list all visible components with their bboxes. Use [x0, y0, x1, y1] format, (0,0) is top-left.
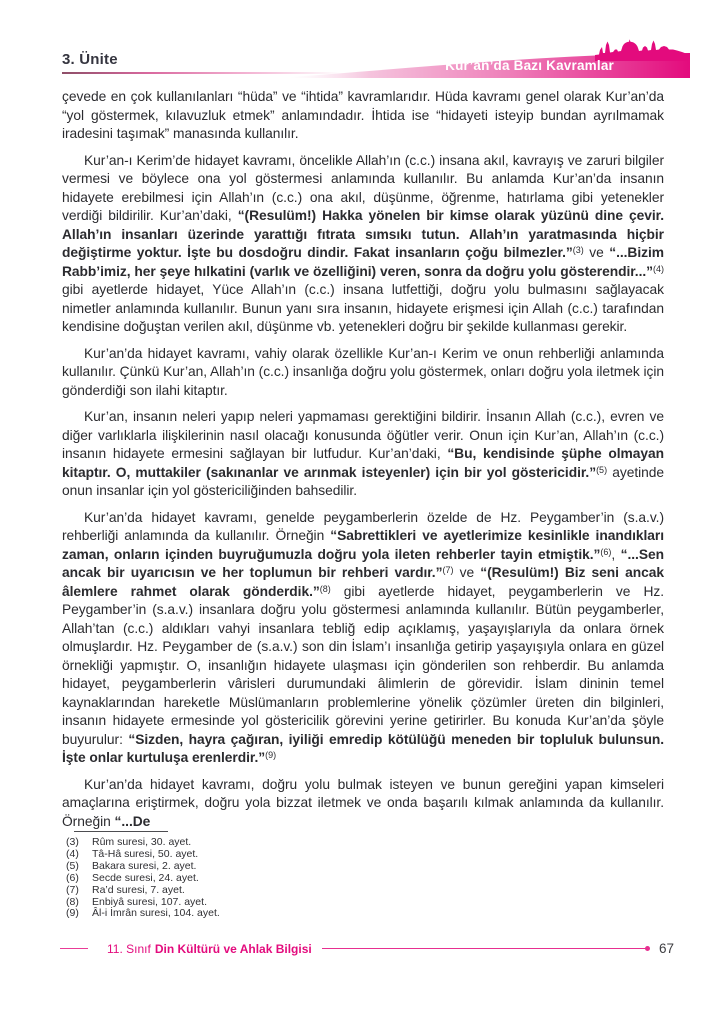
footnote-item — [66, 908, 466, 920]
footnote-text: Tâ-Hâ suresi, 50. ayet. — [92, 847, 199, 860]
footnote-text: Bakara suresi, 2. ayet. — [92, 859, 197, 872]
text-segment: ve — [453, 565, 481, 580]
text-segment: ve — [583, 245, 610, 260]
footer-right-rule — [322, 948, 649, 950]
text-segment: Kur’an’da hidayet kavramı, vahiy olarak özellikle Kur’an-ı Kerim ve onun rehberliği anlamında kullanılır. Çünkü Kur’an, Allah’ın (c.c.) insanlığa doğru yolu göstermek, onları doğru yola iletmek için gönderdiği son ilahi kitaptır. — [62, 345, 664, 398]
footnote-ref: (4) — [653, 263, 664, 274]
footnote-number: (8) — [66, 895, 79, 908]
page-number: 67 — [658, 941, 674, 956]
banner-title: Kur’an’da Bazı Kavramlar — [445, 58, 614, 73]
text-segment: Kur’an, insanın neleri yapıp neleri yapmaması gerektiğini bildirir. İnsanın Allah (c.c.), evren ve diğer varlıklarla ilişkilerinin nasıl olacağı konusunda öğütler verir. Onun için Kur’an, Allah’ın (c.c.) insanın hidayete ermesini sağlayan bir lutfudur. Kur’an’daki, — [62, 409, 664, 461]
footer-book-label — [107, 942, 312, 956]
footnote-text: Rûm suresi, 30. ayet. — [92, 836, 192, 848]
footer-book-title: Din Kültürü ve Ahlak Bilgisi — [154, 941, 312, 956]
text-segment: Kur’an’da hidayet kavramı, genelde peygamberlerin özelde de Hz. Peygamber’in (s.a.v.) rehberliği anlamında da kullanılır. Örneğin — [62, 509, 664, 543]
footnote-item — [66, 861, 466, 873]
footnote-number: (7) — [66, 883, 79, 896]
text-segment: “Sabrettikleri ve ayetlerimize kesinlikle inandıkları zaman, onların içinden buyruğumuzla doğru yola ileten rehberler tayin etmiştik.” — [62, 528, 664, 562]
text-segment: , — [611, 546, 621, 562]
footnote-ref: (9) — [265, 750, 277, 760]
text-segment: “Sizden, hayra çağıran, iyiliği emredip kötülüğü meneden bir topluluk bulunsun. İşte onlar kurtuluşa erenlerdir.” — [62, 731, 665, 765]
text-segment: “Bu, kendisinde şüphe olmayan kitaptır. O, muttakiler (sakınanlar ve arınmak isteyenler) için bir yol göstericidir.” — [62, 446, 664, 480]
footnote-separator-rule — [74, 831, 168, 832]
footer-grade: 11. Sınıf — [107, 941, 151, 956]
footnotes-list — [66, 837, 466, 920]
text-segment: Kur’an’da hidayet kavramı, doğru yolu bulmak isteyen ve bunun gereğini yapan kimseleri amaçlarına eriştirmek, doğru yola bizzat iletmek ve onda başarılı kılmak anlamında da kullanılır. Örneğin — [62, 776, 664, 829]
footnote-number: (4) — [66, 847, 79, 860]
footnote-text: Ra’d suresi, 7. ayet. — [92, 883, 185, 896]
text-segment: “(Resulüm!) Biz seni ancak âlemlere rahmet olarak gönderdik.” — [62, 565, 664, 599]
footnotes-section — [66, 831, 466, 920]
page-footer — [60, 941, 674, 956]
text-segment: “(Resulüm!) Hakka yönelen bir kimse olarak yüzünü dine çevir. Allah’ın insanları üzerinde yarattığı fıtrata sımsıkı tutun. Allah’ın yaratmasında hiçbir değiştirme yoktur. İşte bu dosdoğru dindir. Fakat insanların çoğu bilmezler.” — [62, 208, 665, 260]
footnote-item — [66, 873, 466, 885]
footnote-number: (3) — [66, 836, 79, 848]
text-segment: çevede en çok kullanılanları “hüda” ve “ihtida” kavramlarıdır. Hüda kavramı genel olarak Kur’an’da “yol göstermek, kılavuzluk etmek” anlamındadır. İhtida ise “hidayeti isteyip bundan ayrılmamak iradesini taşımak” manasında kullanılır. — [62, 89, 664, 141]
text-segment: Kur’an-ı Kerim’de hidayet kavramı, öncelikle Allah’ın (c.c.) insana akıl, kavrayış ve zaruri bilgiler vermesi ve böylece ona yol göstermesi anlamında kullanılır. Bu anlamda Kur’an’da insanın hidayete erebilmesi için Allah’ın (c.c.) ona akıl, düşünme, öğrenme, hatırlama gibi yetenekler verdiği bildirilir. Kur’an’daki, — [62, 152, 664, 223]
footnote-ref: (3) — [572, 245, 584, 255]
footnote-number: (6) — [66, 871, 79, 884]
paragraph — [62, 152, 664, 337]
paragraph — [62, 345, 664, 401]
body-paragraphs — [62, 88, 664, 839]
paragraph — [62, 776, 664, 832]
footnote-text: Enbiyâ suresi, 107. ayet. — [92, 895, 207, 908]
text-segment: gibi ayetlerde hidayet, peygamberlerin ve Hz. Peygamber’in (s.a.v.) insanlara doğru yolu göstermesi anlamında kullanılır. Bütün peygamberler, Allah’tan (c.c.) aldıkları vahyi insanlara tebliğ edip açıklamış, yaşayışlarıyla da onlara örnek olmuşlardır. Hz. Peygamber de (s.a.v.) son din İslam’ı insanlığa getirip yaşayışıyla onlara en güzel örnekliği yapmıştır. O, insanlığın hidayete ulaşması için gönderilen son rehberdir. Bu anlamda hidayet, peygamberlerin vârisleri durumundaki âlimlerin de görevidir. İslam dininin temel kaynaklarından hareketle Müslümanların problemlerine yönelik çözümler üreten din bilginleri, insanın hidayete ermesinde yol göstericilik görevini yerine getirirler. Bu konuda Kur’an’da şöyle buyurulur: — [62, 583, 665, 747]
text-segment: “...Bizim Rabb’imiz, her şeye hılkatini (varlık ve özelliğini) veren, sonra da doğru yolu gösterendir...” — [62, 245, 664, 279]
footnote-number: (5) — [66, 859, 79, 872]
unit-label: 3. Ünite — [62, 51, 118, 68]
footnote-ref: (8) — [319, 583, 331, 594]
footnote-number: (9) — [66, 907, 79, 920]
footnote-ref: (6) — [600, 546, 612, 557]
text-segment: “...Sen ancak bir uyarıcısın ve her toplumun bir rehberi vardır.” — [62, 546, 664, 580]
text-segment: gibi ayetlerde hidayet, Yüce Allah’ın (c.c.) insana lutfettiği, doğru yolu bulmasını sağlayacak nimetler anlamında kullanılır. Bunun yanı sıra insanın, hidayete erişmesi için Allah (c.c.) tarafından kendisine doğuştan verilen akıl, düşünme vb. yetenekleri doğru bir şekilde kullanması gerekir. — [62, 282, 664, 334]
footer-left-rule — [60, 948, 88, 950]
footnote-item — [66, 885, 466, 897]
paragraph — [62, 408, 664, 501]
text-segment: ayetinde onun insanlar için yol göstericiliğinden bahsedilir. — [62, 464, 664, 498]
footnote-ref: (7) — [442, 565, 454, 575]
footnote-ref: (5) — [596, 464, 608, 475]
paragraph — [62, 509, 664, 768]
text-segment: “...De — [114, 813, 151, 829]
footnote-text: Secde suresi, 24. ayet. — [92, 871, 199, 884]
footnote-text: Âl-i İmrân suresi, 104. ayet. — [92, 907, 220, 920]
paragraph — [62, 88, 664, 144]
